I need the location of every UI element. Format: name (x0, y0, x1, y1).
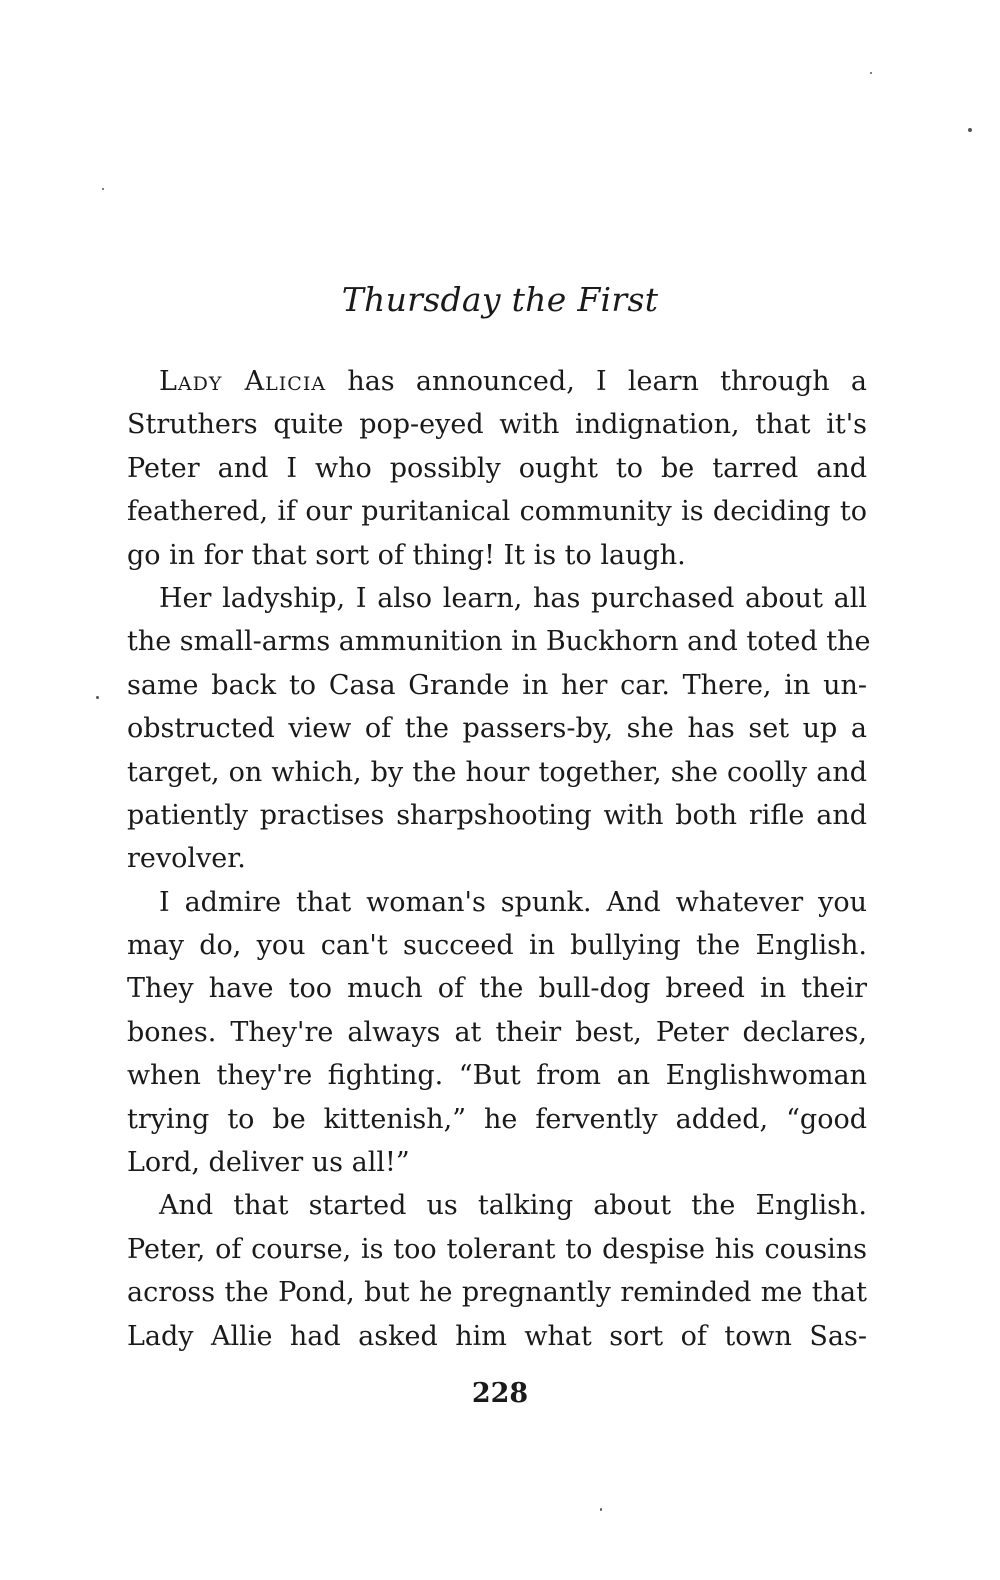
opening-small-caps: Lady Alicia (159, 366, 327, 397)
scan-speck (600, 1508, 602, 1511)
text-line: Lady Allie had asked him what sort of town Sas- (127, 1320, 867, 1352)
text-line: Lord, deliver us all!” (127, 1147, 410, 1179)
scan-speck (96, 696, 99, 699)
text-line: same back to Casa Grande in her car. There, in un- (127, 669, 867, 701)
text-line: the small-arms ammunition in Buckhorn and toted the (127, 626, 871, 658)
scan-speck (968, 128, 972, 132)
text-line: across the Pond, but he pregnantly reminded me that (127, 1277, 867, 1309)
text-line: Struthers quite pop-eyed with indignation, that it's (127, 409, 867, 441)
running-head: Thursday the First (341, 280, 659, 319)
text-line: obstructed view of the passers-by, she has set up a (127, 713, 867, 745)
text-line: may do, you can't succeed in bullying the English. (127, 930, 867, 962)
text-line: bones. They're always at their best, Peter declares, (127, 1016, 867, 1048)
page-number: 228 (471, 1378, 529, 1409)
text-line: target, on which, by the hour together, she coolly and (127, 756, 867, 788)
text-line: I admire that woman's spunk. And whatever you (159, 886, 867, 918)
text-line: go in for that sort of thing! It is to laugh. (127, 539, 686, 571)
text-line (127, 360, 867, 403)
text-line: Her ladyship, I also learn, has purchased about all (159, 582, 867, 614)
text-line: Peter, of course, is too tolerant to despise his cousins (127, 1233, 867, 1265)
text-line: revolver. (127, 843, 246, 875)
text-line: feathered, if our puritanical community is deciding to (127, 496, 867, 528)
body-text (127, 360, 871, 1358)
scan-speck (870, 72, 872, 74)
line-text: has announced, I learn through a (347, 366, 867, 397)
text-line: patiently practises sharpshooting with both rifle and (127, 799, 867, 831)
text-line: And that started us talking about the English. (159, 1190, 867, 1222)
text-line: Peter and I who possibly ought to be tarred and (127, 452, 867, 484)
scan-speck (102, 188, 104, 190)
text-line: trying to be kittenish,” he fervently added, “good (127, 1103, 867, 1135)
text-line: They have too much of the bull-dog breed in their (127, 973, 867, 1005)
text-line: when they're fighting. “But from an Englishwoman (127, 1060, 867, 1092)
